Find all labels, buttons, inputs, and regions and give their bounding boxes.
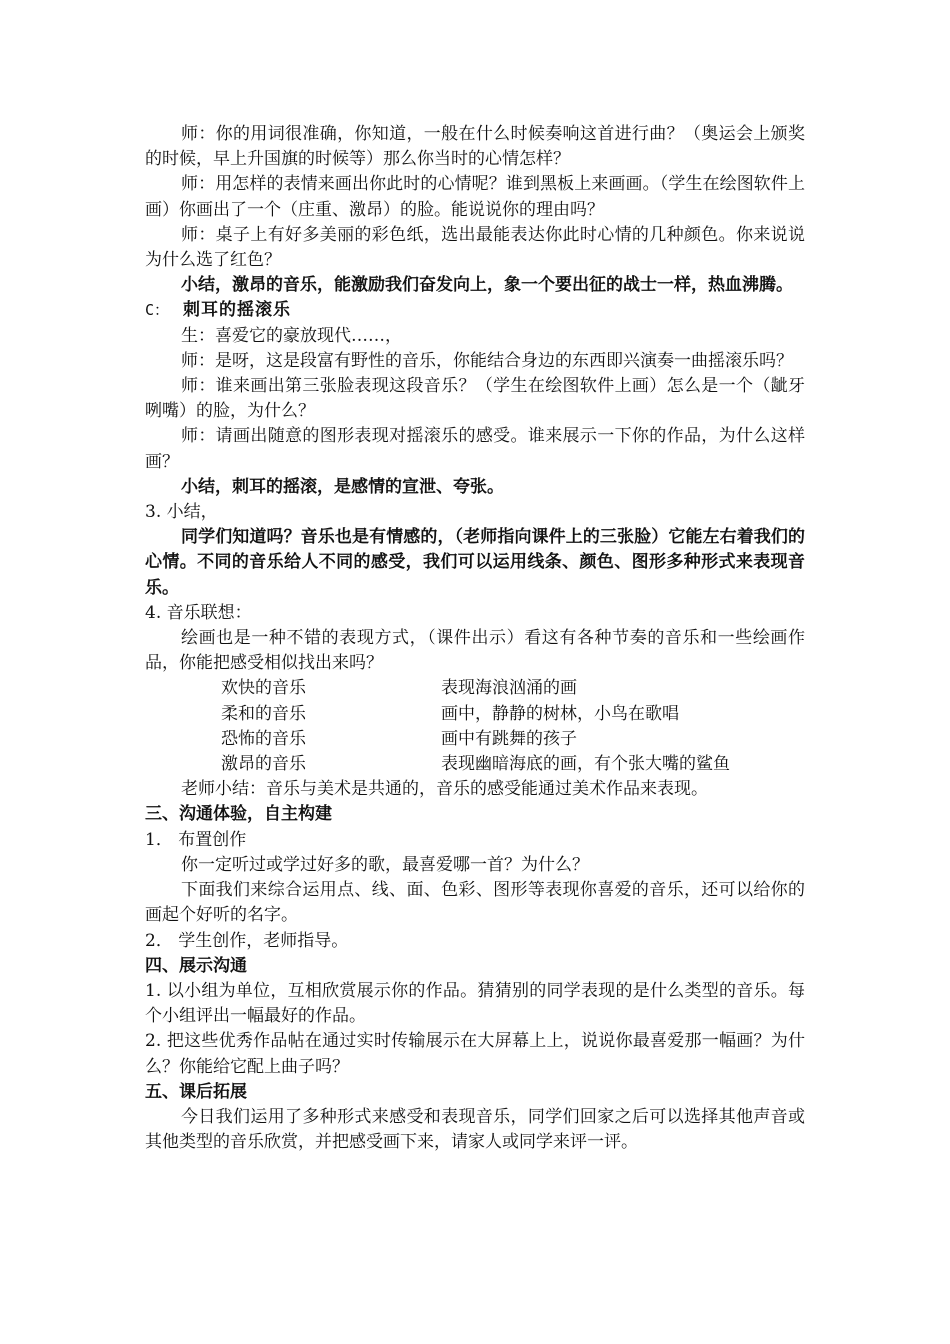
paragraph: 师：桌子上有好多美丽的彩色纸，选出最能表达你此时心情的几种颜色。你来说说为什么选了红色？ <box>145 224 805 271</box>
numbered-item-label: 4. 音乐联想： <box>145 602 252 623</box>
section-heading: 三、沟通体验，自主构建 <box>145 804 332 825</box>
subsection-tag: C： <box>145 301 170 320</box>
painting-desc: 画中，静静的树林，小鸟在歌唱 <box>441 703 679 724</box>
painting-desc: 表现海浪汹涌的画 <box>441 678 577 699</box>
paragraph: 今日我们运用了多种形式来感受和表现音乐，同学们回家之后可以选择其他声音或其他类型的音乐欣赏，并把感受画下来，请家人或同学来评一评。 <box>145 1106 805 1153</box>
subsection-heading <box>145 298 805 323</box>
section-heading: 五、课后拓展 <box>145 1081 247 1102</box>
numbered-item-label: 3. 小结， <box>145 502 218 523</box>
matching-row <box>145 727 805 752</box>
matching-row <box>145 702 805 727</box>
paragraph: 师：请画出随意的图形表现对摇滚乐的感受。谁来展示一下你的作品，为什么这样画？ <box>145 426 805 472</box>
painting-desc: 表现幽暗海底的画，有个张大嘴的鲨鱼 <box>441 754 730 775</box>
matching-list <box>145 676 805 777</box>
paragraph: 师：你的用词很准确，你知道，一般在什么时候奏响这首进行曲？（奥运会上颁奖的时候，早上升国旗的时候等）那么你当时的心情怎样？ <box>145 124 805 170</box>
paragraph: 你一定听过或学过好多的歌，最喜爱哪一首？为什么？ <box>181 854 589 875</box>
music-type: 柔和的音乐 <box>221 703 306 724</box>
subsection-title: 刺耳的摇滚乐 <box>183 300 292 321</box>
paragraph: 师：是呀，这是段富有野性的音乐，你能结合身边的东西即兴演奏一曲摇滚乐吗？ <box>181 350 793 371</box>
numbered-item-label: 1． 布置创作 <box>145 829 247 850</box>
numbered-item: 1. 以小组为单位，互相欣赏展示你的作品。猜猜别的同学表现的是什么类型的音乐。每个小组评出一幅最好的作品。 <box>145 980 805 1027</box>
paragraph: 同学们知道吗？音乐也是有情感的，（老师指向课件上的三张脸）它能左右着我们的心情。不同的音乐给人不同的感受，我们可以运用线条、颜色、图形多种形式来表现音乐。 <box>145 527 805 598</box>
paragraph: 生：喜爱它的豪放现代……， <box>181 325 402 346</box>
matching-row <box>145 676 805 701</box>
painting-desc: 画中有跳舞的孩子 <box>441 728 577 749</box>
paragraph: 下面我们来综合运用点、线、面、色彩、图形等表现你喜爱的音乐，还可以给你的画起个好听的名字。 <box>145 880 805 926</box>
section-heading: 四、展示沟通 <box>145 955 247 976</box>
music-type: 激昂的音乐 <box>221 754 306 775</box>
music-type: 恐怖的音乐 <box>221 728 306 749</box>
summary-paragraph: 小结，激昂的音乐，能激励我们奋发向上，象一个要出征的战士一样，热血沸腾。 <box>181 275 793 296</box>
paragraph: 绘画也是一种不错的表现方式，（课件出示）看这有各种节奏的音乐和一些绘画作品，你能把感受相似找出来吗？ <box>145 628 805 674</box>
music-type: 欢快的音乐 <box>221 678 306 699</box>
document-body <box>145 122 805 1155</box>
numbered-item: 2． 学生创作，老师指导。 <box>145 930 349 951</box>
teacher-summary: 老师小结：音乐与美术是共通的，音乐的感受能通过美术作品来表现。 <box>181 779 708 800</box>
summary-paragraph: 小结，刺耳的摇滚，是感情的宣泄、夸张。 <box>181 476 504 497</box>
numbered-item: 2. 把这些优秀作品帖在通过实时传输展示在大屏幕上上，说说你最喜爱那一幅画？为什么？你能给它配上曲子吗？ <box>145 1031 805 1077</box>
paragraph: 师：用怎样的表情来画出你此时的心情呢？谁到黑板上来画画。（学生在绘图软件上画）你画出了一个（庄重、激昂）的脸。能说说你的理由吗？ <box>145 174 805 220</box>
paragraph: 师：谁来画出第三张脸表现这段音乐？（学生在绘图软件上画）怎么是一个（龇牙咧嘴）的脸，为什么？ <box>145 376 805 422</box>
matching-row <box>145 752 805 777</box>
